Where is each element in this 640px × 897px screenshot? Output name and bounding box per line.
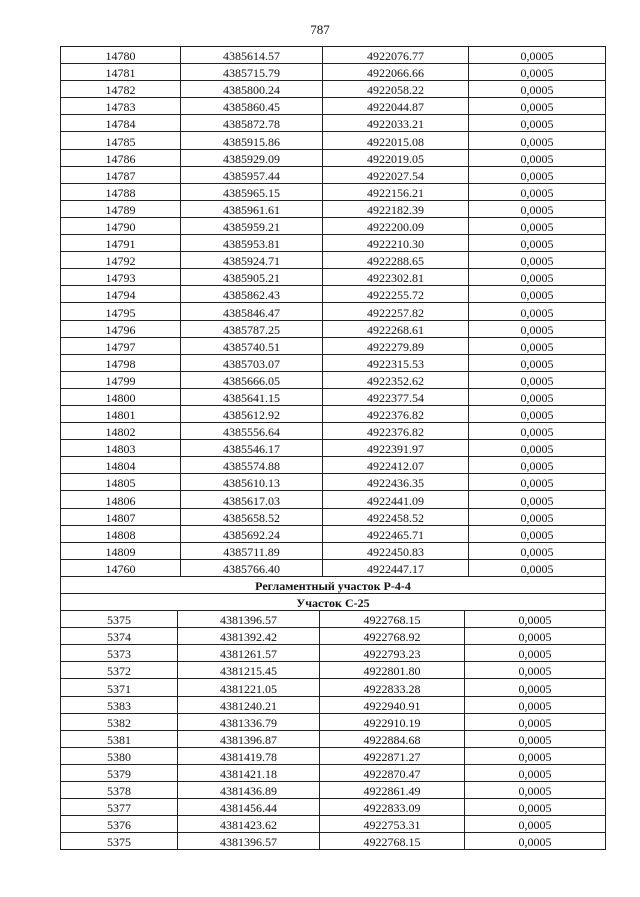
y-coordinate-cell: 4922871.27 bbox=[320, 748, 465, 764]
x-coordinate-cell: 4385546.17 bbox=[181, 440, 323, 456]
table-row bbox=[61, 303, 605, 320]
point-number-cell: 5377 bbox=[61, 799, 178, 815]
accuracy-cell: 0,0005 bbox=[518, 613, 552, 628]
x-coordinate-cell: 4381240.21 bbox=[178, 697, 320, 713]
y-coordinate-cell: 4922412.07 bbox=[323, 457, 469, 473]
x-coordinate-cell: 4385766.40 bbox=[181, 560, 323, 576]
x-coordinate-cell: 4385658.52 bbox=[181, 509, 323, 525]
accuracy-cell: 0,0005 bbox=[518, 715, 552, 730]
y-coordinate-cell: 4922279.89 bbox=[323, 338, 469, 354]
accuracy-cell: 0,0005 bbox=[520, 408, 554, 423]
y-coordinate-cell: 4922019.05 bbox=[323, 150, 469, 166]
regulation-heading: Регламентный участок Р-4-4 bbox=[61, 577, 605, 594]
accuracy-cell: 0,0005 bbox=[518, 767, 552, 782]
y-coordinate-cell: 4922044.87 bbox=[323, 98, 469, 114]
x-coordinate-cell: 4381396.57 bbox=[178, 833, 320, 849]
y-coordinate-cell: 4922076.77 bbox=[323, 47, 469, 63]
x-coordinate-cell: 4385846.47 bbox=[181, 303, 323, 319]
y-coordinate-cell: 4922391.97 bbox=[323, 440, 469, 456]
table-row bbox=[61, 526, 605, 543]
x-coordinate-cell: 4385692.24 bbox=[181, 526, 323, 542]
point-number-cell: 14799 bbox=[61, 372, 181, 388]
table-row bbox=[61, 406, 605, 423]
x-coordinate-cell: 4385574.88 bbox=[181, 457, 323, 473]
x-coordinate-cell: 4385617.03 bbox=[181, 491, 323, 507]
accuracy-cell: 0,0005 bbox=[520, 49, 554, 64]
point-number-cell: 14800 bbox=[61, 389, 181, 405]
table-row bbox=[61, 782, 605, 799]
point-number-cell: 14805 bbox=[61, 474, 181, 490]
x-coordinate-cell: 4385614.57 bbox=[181, 47, 323, 63]
x-coordinate-cell: 4385711.89 bbox=[181, 543, 323, 559]
table-row bbox=[61, 611, 605, 628]
accuracy-cell: 0,0005 bbox=[518, 732, 552, 747]
table-row bbox=[61, 816, 605, 833]
table-row bbox=[61, 167, 605, 184]
accuracy-cell: 0,0005 bbox=[520, 254, 554, 269]
x-coordinate-cell: 4385800.24 bbox=[181, 81, 323, 97]
accuracy-cell: 0,0005 bbox=[520, 134, 554, 149]
y-coordinate-cell: 4922015.08 bbox=[323, 132, 469, 148]
x-coordinate-cell: 4385957.44 bbox=[181, 167, 323, 183]
y-coordinate-cell: 4922884.68 bbox=[320, 731, 465, 747]
x-coordinate-cell: 4381423.62 bbox=[178, 816, 320, 832]
x-coordinate-cell: 4381215.45 bbox=[178, 662, 320, 678]
table-row bbox=[61, 115, 605, 132]
x-coordinate-cell: 4381419.78 bbox=[178, 748, 320, 764]
point-number-cell: 14785 bbox=[61, 132, 181, 148]
accuracy-cell: 0,0005 bbox=[520, 66, 554, 81]
table-row bbox=[61, 389, 605, 406]
x-coordinate-cell: 4385961.61 bbox=[181, 201, 323, 217]
section-1-rows bbox=[61, 47, 605, 577]
point-number-cell: 14808 bbox=[61, 526, 181, 542]
y-coordinate-cell: 4922768.92 bbox=[320, 628, 465, 644]
y-coordinate-cell: 4922268.61 bbox=[323, 321, 469, 337]
point-number-cell: 14798 bbox=[61, 355, 181, 371]
y-coordinate-cell: 4922315.53 bbox=[323, 355, 469, 371]
x-coordinate-cell: 4385740.51 bbox=[181, 338, 323, 354]
y-coordinate-cell: 4922058.22 bbox=[323, 81, 469, 97]
accuracy-cell: 0,0005 bbox=[520, 561, 554, 576]
table-row bbox=[61, 81, 605, 98]
point-number-cell: 14795 bbox=[61, 303, 181, 319]
y-coordinate-cell: 4922200.09 bbox=[323, 218, 469, 234]
accuracy-cell: 0,0005 bbox=[520, 220, 554, 235]
x-coordinate-cell: 4381456.44 bbox=[178, 799, 320, 815]
y-coordinate-cell: 4922940.91 bbox=[320, 697, 465, 713]
accuracy-cell: 0,0005 bbox=[520, 83, 554, 98]
accuracy-cell: 0,0005 bbox=[520, 322, 554, 337]
y-coordinate-cell: 4922450.83 bbox=[323, 543, 469, 559]
point-number-cell: 5375 bbox=[61, 833, 178, 849]
point-number-cell: 14801 bbox=[61, 406, 181, 422]
table-row bbox=[61, 440, 605, 457]
point-number-cell: 14797 bbox=[61, 338, 181, 354]
y-coordinate-cell: 4922182.39 bbox=[323, 201, 469, 217]
table-row bbox=[61, 662, 605, 679]
point-number-cell: 5379 bbox=[61, 765, 178, 781]
point-number-cell: 14802 bbox=[61, 423, 181, 439]
table-row bbox=[61, 98, 605, 115]
x-coordinate-cell: 4385715.79 bbox=[181, 64, 323, 80]
table-row bbox=[61, 132, 605, 149]
x-coordinate-cell: 4381261.57 bbox=[178, 645, 320, 661]
y-coordinate-cell: 4922458.52 bbox=[323, 509, 469, 525]
table-row bbox=[61, 560, 605, 577]
x-coordinate-cell: 4385612.92 bbox=[181, 406, 323, 422]
point-number-cell: 14793 bbox=[61, 269, 181, 285]
y-coordinate-cell: 4922027.54 bbox=[323, 167, 469, 183]
x-coordinate-cell: 4381392.42 bbox=[178, 628, 320, 644]
y-coordinate-cell: 4922210.30 bbox=[323, 235, 469, 251]
point-number-cell: 5371 bbox=[61, 679, 178, 695]
y-coordinate-cell: 4922376.82 bbox=[323, 423, 469, 439]
point-number-cell: 14804 bbox=[61, 457, 181, 473]
table-row bbox=[61, 697, 605, 714]
x-coordinate-cell: 4385641.15 bbox=[181, 389, 323, 405]
accuracy-cell: 0,0005 bbox=[520, 185, 554, 200]
x-coordinate-cell: 4385666.05 bbox=[181, 372, 323, 388]
table-row bbox=[61, 679, 605, 696]
point-number-cell: 14787 bbox=[61, 167, 181, 183]
x-coordinate-cell: 4385965.15 bbox=[181, 184, 323, 200]
x-coordinate-cell: 4381436.89 bbox=[178, 782, 320, 798]
y-coordinate-cell: 4922910.19 bbox=[320, 714, 465, 730]
table-row bbox=[61, 150, 605, 167]
table-row bbox=[61, 218, 605, 235]
accuracy-cell: 0,0005 bbox=[518, 698, 552, 713]
y-coordinate-cell: 4922793.23 bbox=[320, 645, 465, 661]
point-number-cell: 14809 bbox=[61, 543, 181, 559]
y-coordinate-cell: 4922288.65 bbox=[323, 252, 469, 268]
table-row bbox=[61, 628, 605, 645]
table-row bbox=[61, 645, 605, 662]
table-row bbox=[61, 184, 605, 201]
accuracy-cell: 0,0005 bbox=[520, 390, 554, 405]
accuracy-cell: 0,0005 bbox=[518, 801, 552, 816]
point-number-cell: 5382 bbox=[61, 714, 178, 730]
y-coordinate-cell: 4922352.62 bbox=[323, 372, 469, 388]
accuracy-cell: 0,0005 bbox=[520, 544, 554, 559]
table-row bbox=[61, 748, 605, 765]
table-row bbox=[61, 64, 605, 81]
point-number-cell: 5373 bbox=[61, 645, 178, 661]
x-coordinate-cell: 4381421.18 bbox=[178, 765, 320, 781]
y-coordinate-cell: 4922302.81 bbox=[323, 269, 469, 285]
table-row bbox=[61, 321, 605, 338]
accuracy-cell: 0,0005 bbox=[520, 373, 554, 388]
accuracy-cell: 0,0005 bbox=[518, 749, 552, 764]
accuracy-cell: 0,0005 bbox=[518, 647, 552, 662]
point-number-cell: 14792 bbox=[61, 252, 181, 268]
point-number-cell: 14781 bbox=[61, 64, 181, 80]
x-coordinate-cell: 4385862.43 bbox=[181, 286, 323, 302]
point-number-cell: 14780 bbox=[61, 47, 181, 63]
accuracy-cell: 0,0005 bbox=[520, 339, 554, 354]
x-coordinate-cell: 4385915.86 bbox=[181, 132, 323, 148]
table-row bbox=[61, 355, 605, 372]
y-coordinate-cell: 4922768.15 bbox=[320, 833, 465, 849]
y-coordinate-cell: 4922436.35 bbox=[323, 474, 469, 490]
y-coordinate-cell: 4922377.54 bbox=[323, 389, 469, 405]
table-row bbox=[61, 47, 605, 64]
x-coordinate-cell: 4385929.09 bbox=[181, 150, 323, 166]
point-number-cell: 5376 bbox=[61, 816, 178, 832]
table-row bbox=[61, 765, 605, 782]
accuracy-cell: 0,0005 bbox=[518, 681, 552, 696]
point-number-cell: 14783 bbox=[61, 98, 181, 114]
table-row bbox=[61, 799, 605, 816]
x-coordinate-cell: 4381396.87 bbox=[178, 731, 320, 747]
table-row bbox=[61, 457, 605, 474]
accuracy-cell: 0,0005 bbox=[520, 459, 554, 474]
point-number-cell: 14784 bbox=[61, 115, 181, 131]
point-number-cell: 14796 bbox=[61, 321, 181, 337]
accuracy-cell: 0,0005 bbox=[518, 818, 552, 833]
y-coordinate-cell: 4922156.21 bbox=[323, 184, 469, 200]
point-number-cell: 14786 bbox=[61, 150, 181, 166]
table-row bbox=[61, 509, 605, 526]
y-coordinate-cell: 4922033.21 bbox=[323, 115, 469, 131]
table-row bbox=[61, 338, 605, 355]
y-coordinate-cell: 4922801.80 bbox=[320, 662, 465, 678]
y-coordinate-cell: 4922833.09 bbox=[320, 799, 465, 815]
accuracy-cell: 0,0005 bbox=[520, 510, 554, 525]
accuracy-cell: 0,0005 bbox=[520, 237, 554, 252]
plot-heading: Участок С-25 bbox=[61, 594, 605, 611]
point-number-cell: 5381 bbox=[61, 731, 178, 747]
accuracy-cell: 0,0005 bbox=[520, 305, 554, 320]
accuracy-cell: 0,0005 bbox=[520, 425, 554, 440]
y-coordinate-cell: 4922861.49 bbox=[320, 782, 465, 798]
accuracy-cell: 0,0005 bbox=[520, 288, 554, 303]
point-number-cell: 14806 bbox=[61, 491, 181, 507]
point-number-cell: 14807 bbox=[61, 509, 181, 525]
y-coordinate-cell: 4922833.28 bbox=[320, 679, 465, 695]
table-row bbox=[61, 491, 605, 508]
section-2-rows bbox=[61, 611, 605, 850]
x-coordinate-cell: 4385703.07 bbox=[181, 355, 323, 371]
point-number-cell: 5383 bbox=[61, 697, 178, 713]
y-coordinate-cell: 4922768.15 bbox=[320, 611, 465, 627]
accuracy-cell: 0,0005 bbox=[520, 442, 554, 457]
point-number-cell: 5380 bbox=[61, 748, 178, 764]
table-row bbox=[61, 543, 605, 560]
x-coordinate-cell: 4385872.78 bbox=[181, 115, 323, 131]
point-number-cell: 5375 bbox=[61, 611, 178, 627]
accuracy-cell: 0,0005 bbox=[520, 168, 554, 183]
x-coordinate-cell: 4385787.25 bbox=[181, 321, 323, 337]
table-row bbox=[61, 269, 605, 286]
y-coordinate-cell: 4922870.47 bbox=[320, 765, 465, 781]
y-coordinate-cell: 4922753.31 bbox=[320, 816, 465, 832]
page-number: 787 bbox=[310, 22, 330, 37]
table-row bbox=[61, 286, 605, 303]
x-coordinate-cell: 4381221.05 bbox=[178, 679, 320, 695]
x-coordinate-cell: 4385905.21 bbox=[181, 269, 323, 285]
accuracy-cell: 0,0005 bbox=[520, 117, 554, 132]
accuracy-cell: 0,0005 bbox=[520, 476, 554, 491]
point-number-cell: 5374 bbox=[61, 628, 178, 644]
x-coordinate-cell: 4381336.79 bbox=[178, 714, 320, 730]
point-number-cell: 5378 bbox=[61, 782, 178, 798]
point-number-cell: 5372 bbox=[61, 662, 178, 678]
accuracy-cell: 0,0005 bbox=[520, 527, 554, 542]
table-row bbox=[61, 235, 605, 252]
table-row bbox=[61, 474, 605, 491]
accuracy-cell: 0,0005 bbox=[518, 630, 552, 645]
y-coordinate-cell: 4922257.82 bbox=[323, 303, 469, 319]
point-number-cell: 14788 bbox=[61, 184, 181, 200]
y-coordinate-cell: 4922255.72 bbox=[323, 286, 469, 302]
x-coordinate-cell: 4385924.71 bbox=[181, 252, 323, 268]
table-row bbox=[61, 201, 605, 218]
table-row bbox=[61, 731, 605, 748]
accuracy-cell: 0,0005 bbox=[518, 664, 552, 679]
x-coordinate-cell: 4381396.57 bbox=[178, 611, 320, 627]
accuracy-cell: 0,0005 bbox=[520, 202, 554, 217]
accuracy-cell: 0,0005 bbox=[520, 100, 554, 115]
accuracy-cell: 0,0005 bbox=[518, 784, 552, 799]
x-coordinate-cell: 4385959.21 bbox=[181, 218, 323, 234]
y-coordinate-cell: 4922441.09 bbox=[323, 491, 469, 507]
accuracy-cell: 0,0005 bbox=[520, 493, 554, 508]
accuracy-cell: 0,0005 bbox=[520, 356, 554, 371]
table-row bbox=[61, 252, 605, 269]
accuracy-cell: 0,0005 bbox=[520, 151, 554, 166]
x-coordinate-cell: 4385860.45 bbox=[181, 98, 323, 114]
y-coordinate-cell: 4922066.66 bbox=[323, 64, 469, 80]
table-row bbox=[61, 833, 605, 850]
point-number-cell: 14790 bbox=[61, 218, 181, 234]
y-coordinate-cell: 4922447.17 bbox=[323, 560, 469, 576]
x-coordinate-cell: 4385610.13 bbox=[181, 474, 323, 490]
accuracy-cell: 0,0005 bbox=[518, 835, 552, 850]
point-number-cell: 14789 bbox=[61, 201, 181, 217]
table-row bbox=[61, 714, 605, 731]
point-number-cell: 14782 bbox=[61, 81, 181, 97]
table-row bbox=[61, 423, 605, 440]
point-number-cell: 14803 bbox=[61, 440, 181, 456]
y-coordinate-cell: 4922376.82 bbox=[323, 406, 469, 422]
x-coordinate-cell: 4385556.64 bbox=[181, 423, 323, 439]
x-coordinate-cell: 4385953.81 bbox=[181, 235, 323, 251]
accuracy-cell: 0,0005 bbox=[520, 271, 554, 286]
table-row bbox=[61, 372, 605, 389]
point-number-cell: 14794 bbox=[61, 286, 181, 302]
coordinates-table bbox=[60, 46, 606, 850]
point-number-cell: 14791 bbox=[61, 235, 181, 251]
y-coordinate-cell: 4922465.71 bbox=[323, 526, 469, 542]
point-number-cell: 14760 bbox=[61, 560, 181, 576]
